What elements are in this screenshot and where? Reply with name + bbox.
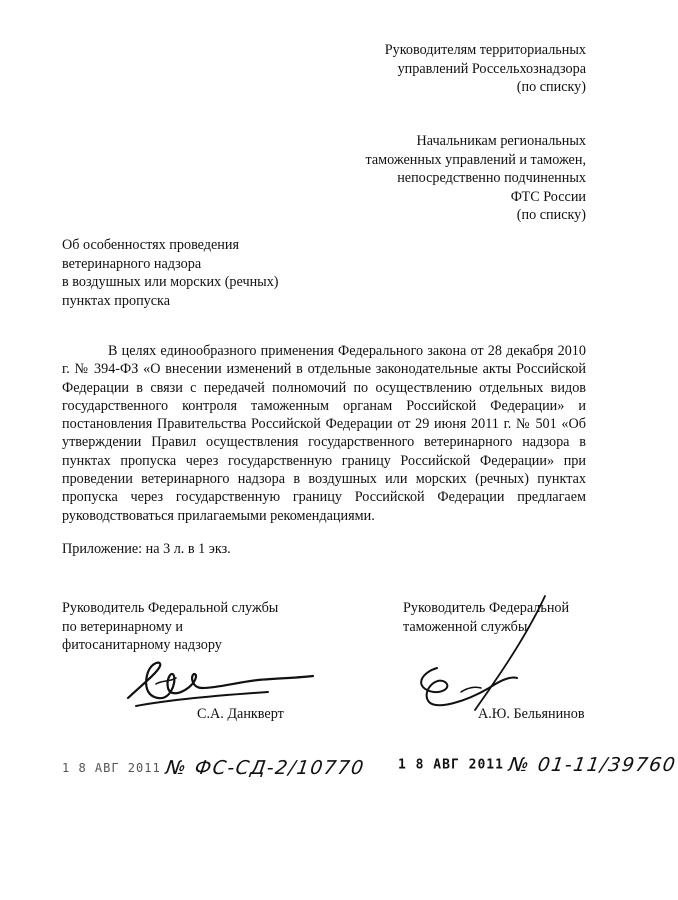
signature-left bbox=[118, 654, 318, 714]
signatory-left-title bbox=[62, 599, 278, 655]
registration-left bbox=[62, 757, 367, 779]
subject-line: Об особенностях проведения bbox=[62, 237, 240, 253]
registration-right bbox=[398, 754, 676, 776]
registration-date: 1 8 АВГ 2011 bbox=[398, 757, 504, 773]
attachment-note: Приложение: на 3 л. в 1 экз. bbox=[62, 541, 231, 557]
signatory-title-line: по ветеринарному и bbox=[62, 618, 183, 635]
addressee-line: непосредственно подчиненных bbox=[397, 170, 586, 186]
registration-number: № ФС-СД-2/10770 bbox=[164, 757, 367, 779]
signatory-title-line: Руководитель Федеральной bbox=[403, 600, 570, 616]
subject-line: пунктах пропуска bbox=[62, 292, 171, 309]
addressee-line: ФТС России bbox=[510, 188, 586, 205]
addressee-line: (по списку) bbox=[516, 79, 586, 95]
addressee-line: управлений Россельхознадзора bbox=[397, 60, 586, 77]
addressee-line: таможенных управлений и таможен, bbox=[365, 151, 586, 168]
signatory-title-line: Руководитель Федеральной службы bbox=[62, 600, 279, 616]
addressee-block-customs bbox=[365, 132, 586, 225]
signatory-right-title bbox=[403, 599, 569, 636]
subject-line: в воздушных или морских (речных) bbox=[62, 274, 279, 290]
registration-date: 1 8 АВГ 2011 bbox=[62, 761, 161, 775]
signatory-left-name: С.А. Данкверт bbox=[197, 706, 284, 722]
addressee-line: Руководителям территориальных bbox=[384, 42, 586, 58]
addressee-line: Начальникам региональных bbox=[416, 133, 586, 149]
signatory-title-line: таможенной службы bbox=[403, 618, 528, 635]
signatory-title-line: фитосанитарному надзору bbox=[62, 637, 222, 653]
subject-line: ветеринарного надзора bbox=[62, 255, 202, 272]
letter-body: В целях единообразного применения Федерального закона от 28 декабря 2010 г. № 394-ФЗ «О внесении изменений в отдельные законодательные акты Российской Федерации в связи с передачей полномочий по осуществлению отдельных видов государственного контроля таможенным органам Российской Федерации» и постановления Правительства Российской Федерации от 29 июня 2011 г. № 501 «Об утверждении Правил осуществления государственного ветеринарного надзора в пунктах пропуска через государственную границу Российской Федерации» при проведении ветеринарного надзора в воздушных или морских (речных) пунктах пропуска через государственную границу Российской Федерации предлагаем руководствоваться прилагаемыми рекомендациями. bbox=[62, 343, 586, 524]
addressee-block-rosselkhoznadzor bbox=[385, 41, 586, 97]
registration-number: № 01-11/39760 bbox=[507, 754, 678, 776]
letter-subject bbox=[62, 236, 279, 310]
addressee-line: (по списку) bbox=[516, 207, 586, 223]
signatory-right-name: А.Ю. Бельянинов bbox=[478, 706, 585, 722]
